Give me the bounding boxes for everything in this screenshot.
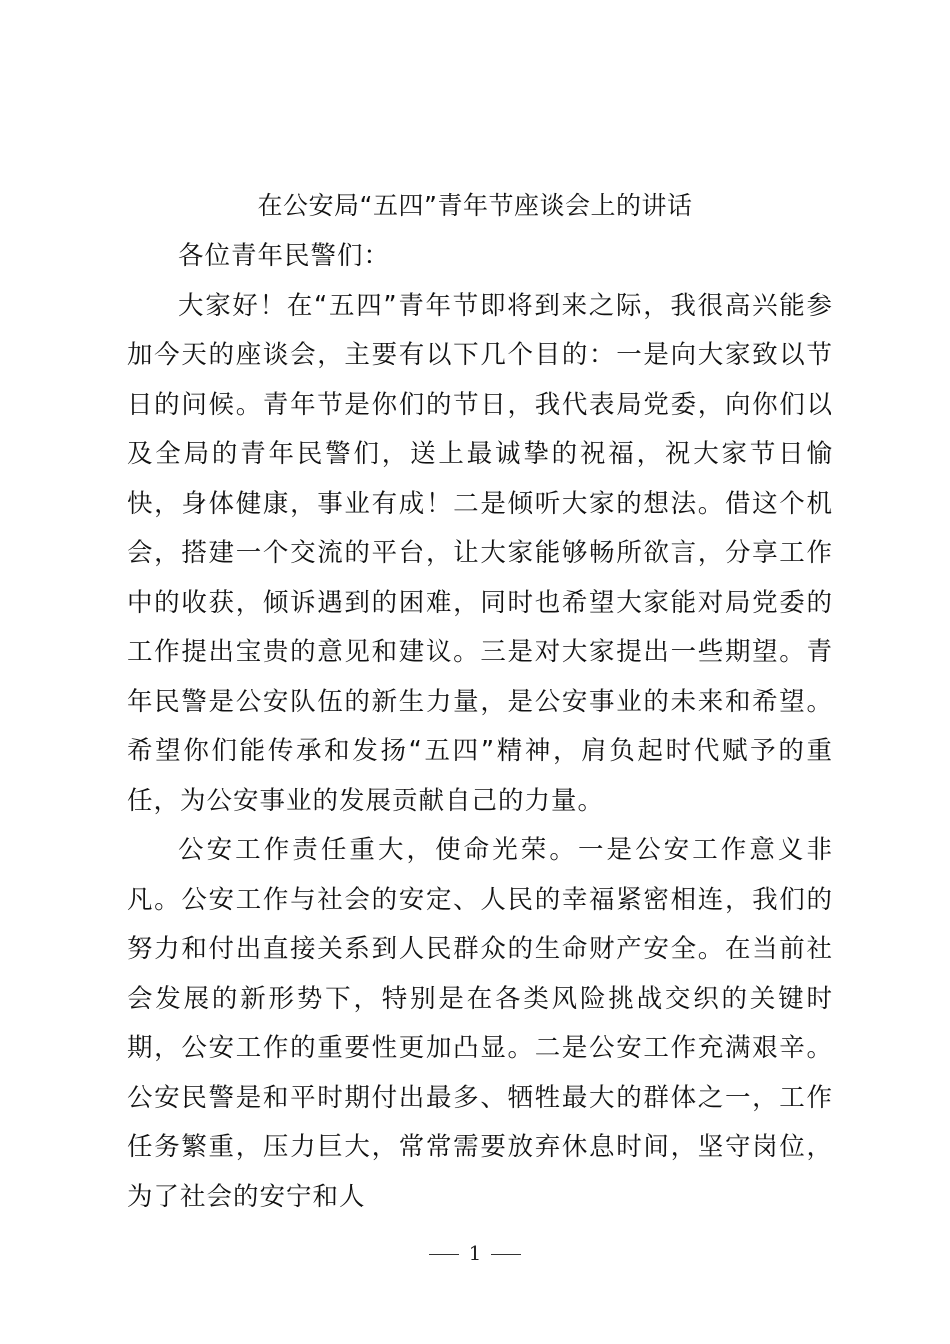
footer-dash-right <box>491 1254 521 1255</box>
paragraph-1: 大家好！在“五四”青年节即将到来之际，我很高兴能参加今天的座谈会，主要有以下几个目的：一是向大家致以节日的问候。青年节是你们的节日，我代表局党委，向你们以及全局的青年民警们，送上最诚挚的祝福，祝大家节日愉快，身体健康，事业有成！二是倾听大家的想法。借这个机会，搭建一个交流的平台，让大家能够畅所欲言，分享工作中的收获，倾诉遇到的困难，同时也希望大家能对局党委的工作提出宝贵的意见和建议。三是对大家提出一些期望。青年民警是公安队伍的新生力量，是公安事业的未来和希望。希望你们能传承和发扬“五四”精神，肩负起时代赋予的重任，为公安事业的发展贡献自己的力量。 <box>127 290 833 816</box>
page-footer <box>0 1238 950 1268</box>
footer-dash-left <box>429 1254 459 1255</box>
salutation: 各位青年民警们： <box>178 241 391 271</box>
page-number: 1 <box>468 1241 482 1265</box>
paragraph-2: 公安工作责任重大，使命光荣。一是公安工作意义非凡。公安工作与社会的安定、人民的幸福紧密相连，我们的努力和付出直接关系到人民群众的生命财产安全。在当前社会发展的新形势下，特别是在各类风险挑战交织的关键时期，公安工作的重要性更加凸显。二是公安工作充满艰辛。公安民警是和平时期付出最多、牺牲最大的群体之一，工作任务繁重，压力巨大，常常需要放弃休息时间，坚守岗位，为了社会的安宁和人 <box>127 835 833 1212</box>
document-body <box>127 232 833 1222</box>
document-title: 在公安局“五四”青年节座谈会上的讲话 <box>257 191 693 220</box>
